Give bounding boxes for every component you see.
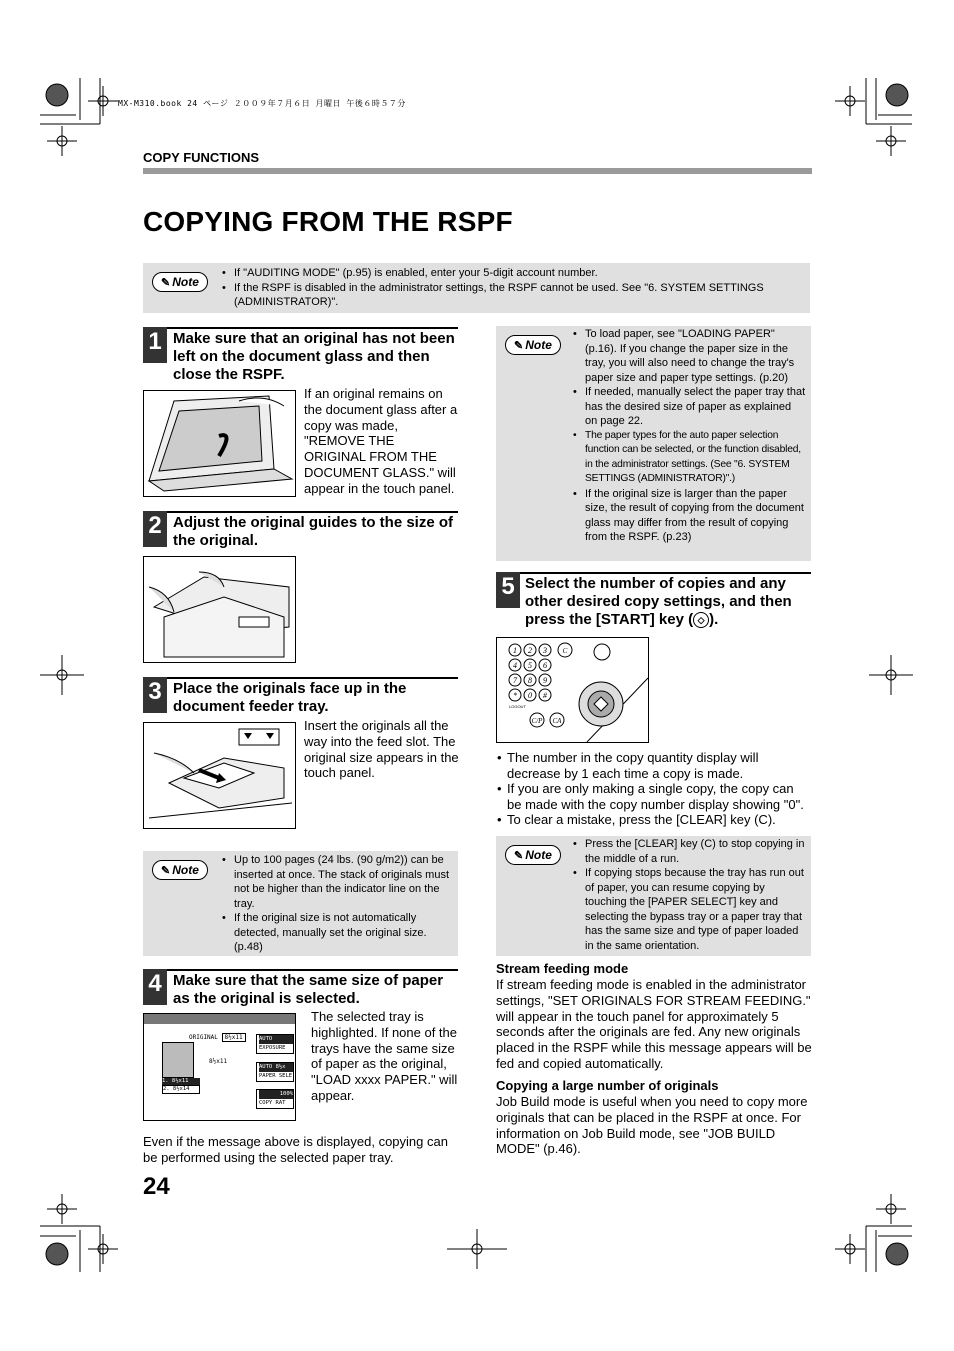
- keypad-key-label: 0: [528, 691, 532, 700]
- step-number: 1: [143, 327, 167, 363]
- bullet-item: • The number in the copy quantity display will decrease by 1 each time a copy is made.: [496, 750, 811, 781]
- step-number: 5: [496, 572, 520, 608]
- note-list: [571, 327, 806, 545]
- keypad-key-label: *: [513, 691, 517, 700]
- note-item: • If the original size is not automatically detected, manually set the original size. (p.48): [220, 911, 453, 955]
- step5-bullets: [496, 750, 811, 828]
- keypad-key-label: 5: [528, 661, 532, 670]
- note-item: • The paper types for the auto paper selection function can be selected, or the function disabled, in the administrator settings. (See "6. SYSTEM SETTINGS (ADMINISTRATOR)".): [571, 429, 806, 487]
- cp-key-label: C/P: [531, 717, 543, 725]
- note-item: • Press the [CLEAR] key (C) to stop copying in the middle of a run.: [571, 837, 806, 866]
- section-label: COPY FUNCTIONS: [143, 150, 260, 165]
- large-heading: Copying a large number of originals: [496, 1078, 719, 1093]
- keypad-key-label: 4: [513, 661, 517, 670]
- copy-ratio-key[interactable]: 100% COPY RAT: [256, 1089, 294, 1109]
- note-right-top: [496, 326, 811, 561]
- logout-label: LOGOUT: [509, 704, 526, 709]
- step-body: Insert the originals all the way into the feed slot. The original size appears in the touch panel.: [304, 718, 459, 781]
- operation-panel-illustration: [496, 637, 649, 743]
- step-number: 3: [143, 677, 167, 713]
- note-right-bottom: [496, 836, 811, 956]
- feeder-icon: [144, 723, 295, 828]
- note-icon: ✎ Note: [152, 860, 208, 880]
- note-list: [571, 837, 806, 953]
- note-item: • If copying stops because the tray has run out of paper, you can resume copying by touching the [PAPER SELECT] key and selecting the bypass tray or a paper tray that has the same size and type of paper loaded in the same orientation.: [571, 866, 806, 953]
- step-number: 2: [143, 511, 167, 547]
- keypad-key-label: 8: [528, 676, 532, 685]
- rspf-glass-illustration: [143, 390, 296, 497]
- file-meta: MX-M310.book 24 ページ ２００９年７月６日 月曜日 午後６時５７分: [118, 99, 406, 108]
- keypad-key-label: 9: [543, 676, 547, 685]
- note-list: [220, 266, 805, 310]
- bullet-item: • To clear a mistake, press the [CLEAR] key (C).: [496, 812, 811, 828]
- tray-list: 1. 8½x11 2. 8½x14: [162, 1078, 200, 1094]
- note-item: • If the original size is larger than the paper size, the result of copying from the document glass may differ from the result of copying from the RSPF. (p.23): [571, 487, 806, 545]
- note-icon: ✎ Note: [505, 335, 561, 355]
- keypad-graphic: [497, 638, 648, 742]
- note-icon: ✎ Note: [152, 272, 208, 292]
- paper-select-key[interactable]: AUTO 8½x PAPER SELE: [256, 1062, 294, 1082]
- note-step3: [143, 851, 458, 956]
- step-rule: [167, 969, 458, 971]
- step-body: The selected tray is highlighted. If none of the trays have the same size of paper as the original, "LOAD xxxx PAPER." will appear.: [311, 1009, 458, 1103]
- keypad-key-label: #: [543, 691, 547, 700]
- step-title: Select the number of copies and any other desired copy settings, and then press the [START] key ( ◇ ).: [525, 575, 792, 628]
- step-rule: [167, 511, 458, 513]
- panel-size: 8½x11: [209, 1058, 228, 1065]
- touch-panel-illustration: [143, 1013, 296, 1121]
- after-step4-text: Even if the message above is displayed, copying can be performed using the selected paper tray.: [143, 1134, 448, 1165]
- clear-key-label: C: [562, 647, 568, 655]
- copier-glass-icon: [144, 391, 295, 496]
- keypad-key-label: 1: [513, 646, 517, 655]
- keypad-key-label: 6: [543, 661, 547, 670]
- copier-icon: [162, 1042, 194, 1078]
- step-number: 4: [143, 969, 167, 1005]
- panel-original-label: ORIGINAL 8½x11: [189, 1034, 246, 1041]
- top-note: [143, 263, 810, 313]
- keypad-key-label: 2: [528, 646, 532, 655]
- note-list: [220, 853, 453, 955]
- large-text: Job Build mode is useful when you need to copy more originals that can be placed in the RSPF at once. For information on Job Build mode, see "JOB BUILD MODE" (p.46).: [496, 1094, 808, 1157]
- feeder-tray-illustration: [143, 722, 296, 829]
- section-divider: [143, 168, 812, 174]
- original-guides-illustration: [143, 556, 296, 663]
- note-item: • If the RSPF is disabled in the administrator settings, the RSPF cannot be used. See "6. SYSTEM SETTINGS (ADMINISTRATOR)".: [220, 281, 805, 310]
- keypad-key-label: 3: [543, 646, 547, 655]
- step-title: Make sure that an original has not been left on the document glass and then close the RSPF.: [173, 330, 455, 383]
- step-body: If an original remains on the document glass after a copy was made, "REMOVE THE ORIGINAL FROM THE DOCUMENT GLASS." will appear in the touch panel.: [304, 386, 458, 496]
- exposure-key[interactable]: AUTO EXPOSURE: [256, 1034, 294, 1054]
- step-rule: [167, 677, 458, 679]
- step-rule: [167, 327, 458, 329]
- note-item: • To load paper, see "LOADING PAPER" (p.16). If you change the paper size in the tray, you will also need to change the tray's paper size and paper type settings. (p.20): [571, 327, 806, 385]
- keypad-key-label: 7: [513, 676, 517, 685]
- step-title: Make sure that the same size of paper as the original is selected.: [173, 972, 444, 1007]
- note-item: • If needed, manually select the paper tray that has the desired size of paper as explained on page 22.: [571, 385, 806, 429]
- note-item: • Up to 100 pages (24 lbs. (90 g/m2)) can be inserted at once. The stack of originals must not be higher than the indicator line on the tray.: [220, 853, 453, 911]
- ca-key-label: CA: [552, 717, 562, 725]
- page-number: 24: [143, 1173, 170, 1200]
- start-key-icon: ◇: [693, 612, 709, 628]
- note-item: • If "AUDITING MODE" (p.95) is enabled, enter your 5-digit account number.: [220, 266, 805, 281]
- stream-heading: Stream feeding mode: [496, 961, 629, 976]
- bullet-item: • If you are only making a single copy, the copy can be made with the copy number display showing "0".: [496, 781, 811, 812]
- step-title: Place the originals face up in the document feeder tray.: [173, 680, 407, 715]
- page-title: COPYING FROM THE RSPF: [143, 206, 513, 237]
- step-rule: [520, 572, 811, 574]
- step-title: Adjust the original guides to the size of the original.: [173, 514, 454, 549]
- guides-icon: [144, 557, 295, 662]
- stream-text: If stream feeding mode is enabled in the administrator settings, "SET ORIGINALS FOR STREAM FEEDING." will appear in the touch panel for approximately 5 seconds after the originals are fed. Any new originals placed in the RSPF while this message appears will be fed and copied automatically.: [496, 977, 812, 1071]
- note-icon: ✎ Note: [505, 845, 561, 865]
- panel-header: [144, 1014, 295, 1024]
